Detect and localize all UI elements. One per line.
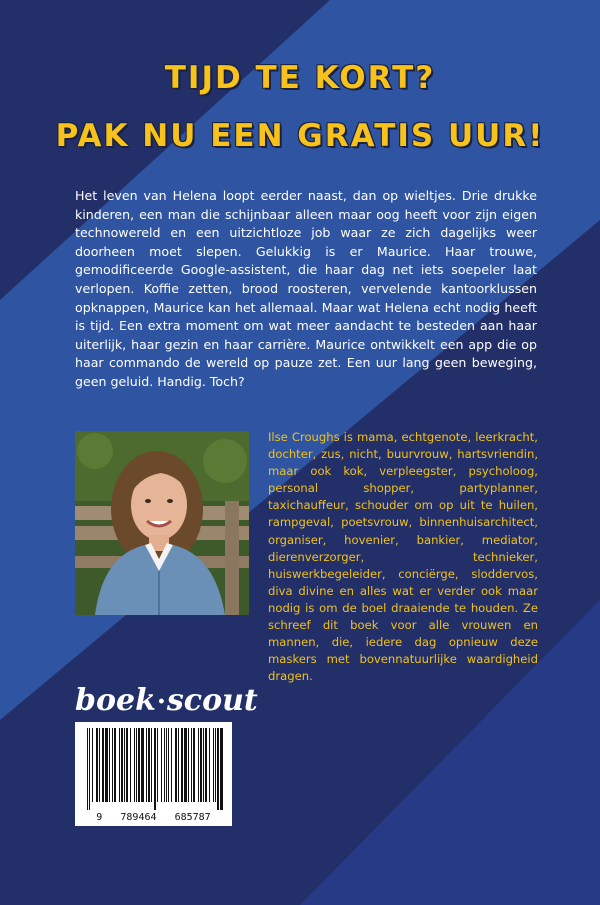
author-bio: Ilse Croughs is mama, echtgenote, leerkracht, dochter, zus, nicht, buurvrouw, hartsvriendin, maar ook kok, verpleegster, psycholoog, personal shopper, partyplanner, taxichauffeur, schouder om op uit te huilen, rampgeval, poetsvrouw, binnenhuisarchitect, organiser, hovenier, bankier, mediator, dierenverzorger, technieker, huiswerkbegeleider, conciërge, sloddervos, diva divine en alles wat er verder ook maar nodig is om de boel draaiende te houden. Ze schreef dit boek voor alle vrouwen en mannen, die, iedere dag opnieuw deze maskers met bovennatuurlijke waardigheid dragen. bbox=[268, 430, 538, 684]
publisher-logo-part2: scout bbox=[166, 683, 258, 718]
barcode-bars bbox=[75, 722, 232, 812]
headline-line-2: PAK NU EEN GRATIS UUR! bbox=[55, 118, 545, 154]
book-blurb: Het leven van Helena loopt eerder naast, dan op wieltjes. Drie drukke kinderen, een man die schijnbaar alleen maar oog heeft voor zijn eigen technowereld en een uitzichtloze job waar ze zich dagelijks weer doorheen moet slepen. Gelukkig is er Maurice. Haar trouwe, gemodificeerde Google-assistent, die haar dag net iets soepeler laat verlopen. Koffie zetten, brood roosteren, vervelende kantoorklussen opknappen, Maurice kan het allemaal. Maar wat Helena echt nodig heeft is tijd. Een extra moment om wat meer aandacht te besteden aan haar uiterlijk, haar gezin en haar carrière. Maurice ontwikkelt een app die op haar commando de wereld op pauze zet. Een uur lang geen beweging, geen geluid. Handig. Toch? bbox=[75, 188, 537, 389]
author-photo bbox=[75, 431, 249, 615]
headline-line-1: TIJD TE KORT? bbox=[164, 60, 436, 96]
publisher-logo-part1: boek bbox=[75, 683, 156, 718]
publisher-logo bbox=[75, 683, 258, 717]
barcode bbox=[75, 722, 232, 826]
isbn-number: 9 789464 685787 bbox=[96, 812, 211, 823]
publisher-logo-dot: · bbox=[156, 687, 166, 717]
